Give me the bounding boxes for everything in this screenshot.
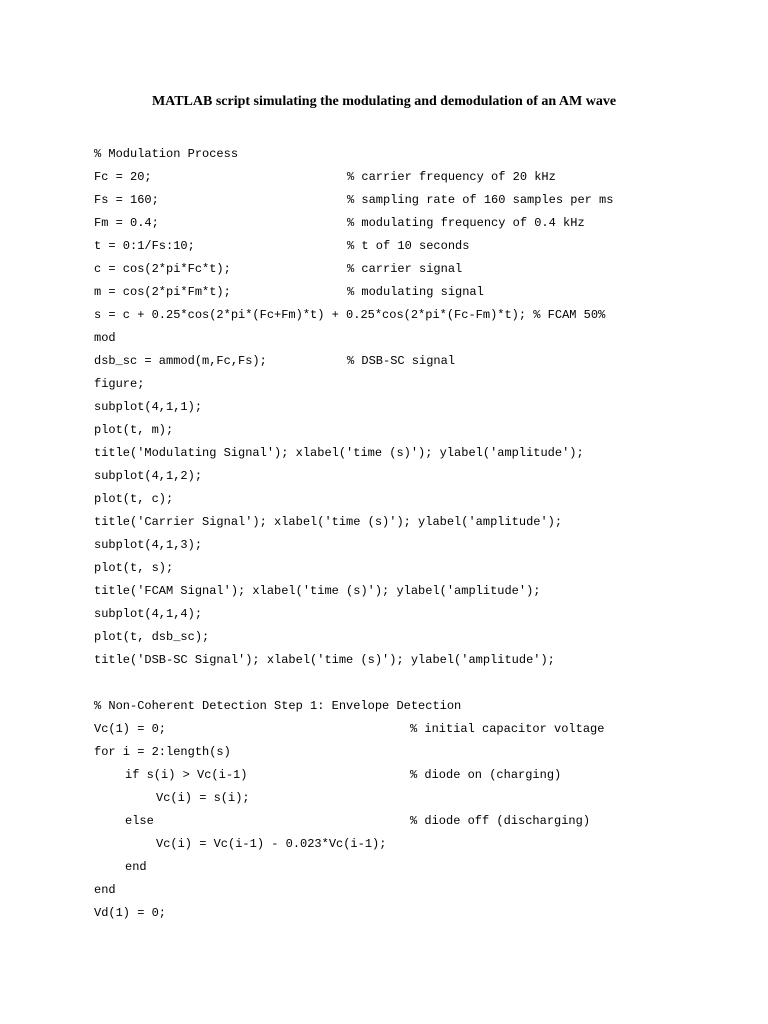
code-line [94, 442, 754, 465]
code-line [94, 373, 754, 396]
code-line [94, 465, 754, 488]
code-statement: subplot(4,1,4); [94, 607, 203, 621]
code-statement: s = c + 0.25*cos(2*pi*(Fc+Fm)*t) + 0.25*cos(2*pi*(Fc-Fm)*t); % FCAM 50% [94, 308, 606, 322]
code-line [94, 281, 754, 304]
code-statement: figure; [94, 377, 145, 391]
code-comment: % t of 10 seconds [347, 239, 470, 253]
code-comment: % diode on (charging) [410, 768, 562, 782]
code-statement: Vc(i) = s(i); [156, 791, 250, 805]
code-line [94, 695, 754, 718]
document-title: MATLAB script simulating the modulating and demodulation of an AM wave [151, 94, 617, 109]
code-statement: if s(i) > Vc(i-1) [125, 768, 248, 782]
code-statement: else [125, 814, 154, 828]
code-line [94, 304, 754, 327]
code-line [94, 212, 754, 235]
code-line [94, 741, 754, 764]
code-statement: plot(t, m); [94, 423, 174, 437]
code-statement: end [94, 883, 116, 897]
code-line [94, 718, 754, 741]
code-statement: Fm = 0.4; [94, 216, 159, 230]
code-line [94, 396, 754, 419]
code-statement: Vc(1) = 0; [94, 722, 167, 736]
code-statement: c = cos(2*pi*Fc*t); [94, 262, 231, 276]
code-line [94, 189, 754, 212]
code-line [94, 143, 754, 166]
code-listing [94, 143, 754, 925]
code-line [94, 534, 754, 557]
code-line [94, 511, 754, 534]
code-comment: % carrier signal [347, 262, 463, 276]
code-statement: % Modulation Process [94, 147, 239, 161]
code-line [94, 327, 754, 350]
code-comment: % modulating signal [347, 285, 484, 299]
code-line [94, 580, 754, 603]
code-line [94, 810, 754, 833]
code-statement: title('FCAM Signal'); xlabel('time (s)'); ylabel('amplitude'); [94, 584, 541, 598]
code-statement: subplot(4,1,2); [94, 469, 203, 483]
code-line [94, 166, 754, 189]
code-statement: Vd(1) = 0; [94, 906, 167, 920]
code-statement: dsb_sc = ammod(m,Fc,Fs); [94, 354, 267, 368]
code-line [94, 488, 754, 511]
code-statement: Fc = 20; [94, 170, 152, 184]
code-statement: plot(t, c); [94, 492, 174, 506]
code-line [94, 419, 754, 442]
code-statement: m = cos(2*pi*Fm*t); [94, 285, 231, 299]
code-line [94, 235, 754, 258]
code-statement: subplot(4,1,1); [94, 400, 203, 414]
code-line [94, 879, 754, 902]
code-line [94, 764, 754, 787]
code-statement: % Non-Coherent Detection Step 1: Envelope Detection [94, 699, 462, 713]
code-comment: % sampling rate of 160 samples per ms [347, 193, 614, 207]
code-statement: plot(t, s); [94, 561, 174, 575]
code-statement: subplot(4,1,3); [94, 538, 203, 552]
code-line [94, 649, 754, 672]
code-comment: % initial capacitor voltage [410, 722, 605, 736]
code-statement: end [125, 860, 147, 874]
code-line [94, 258, 754, 281]
code-line [94, 603, 754, 626]
code-line [94, 557, 754, 580]
code-line [94, 856, 754, 879]
code-line [94, 902, 754, 925]
code-comment: % diode off (discharging) [410, 814, 591, 828]
code-line [94, 833, 754, 856]
code-statement: t = 0:1/Fs:10; [94, 239, 195, 253]
code-comment: % DSB-SC signal [347, 354, 456, 368]
code-statement: plot(t, dsb_sc); [94, 630, 210, 644]
code-line [94, 350, 754, 373]
code-line [94, 672, 754, 695]
code-statement: title('Modulating Signal'); xlabel('time (s)'); ylabel('amplitude'); [94, 446, 584, 460]
code-statement: title('Carrier Signal'); xlabel('time (s)'); ylabel('amplitude'); [94, 515, 563, 529]
code-statement: Vc(i) = Vc(i-1) - 0.023*Vc(i-1); [156, 837, 387, 851]
code-line [94, 787, 754, 810]
code-statement: mod [94, 331, 116, 345]
code-comment: % modulating frequency of 0.4 kHz [347, 216, 585, 230]
code-comment: % carrier frequency of 20 kHz [347, 170, 556, 184]
code-statement: Fs = 160; [94, 193, 159, 207]
code-line [94, 626, 754, 649]
code-statement: for i = 2:length(s) [94, 745, 231, 759]
code-statement: title('DSB-SC Signal'); xlabel('time (s)'); ylabel('amplitude'); [94, 653, 555, 667]
